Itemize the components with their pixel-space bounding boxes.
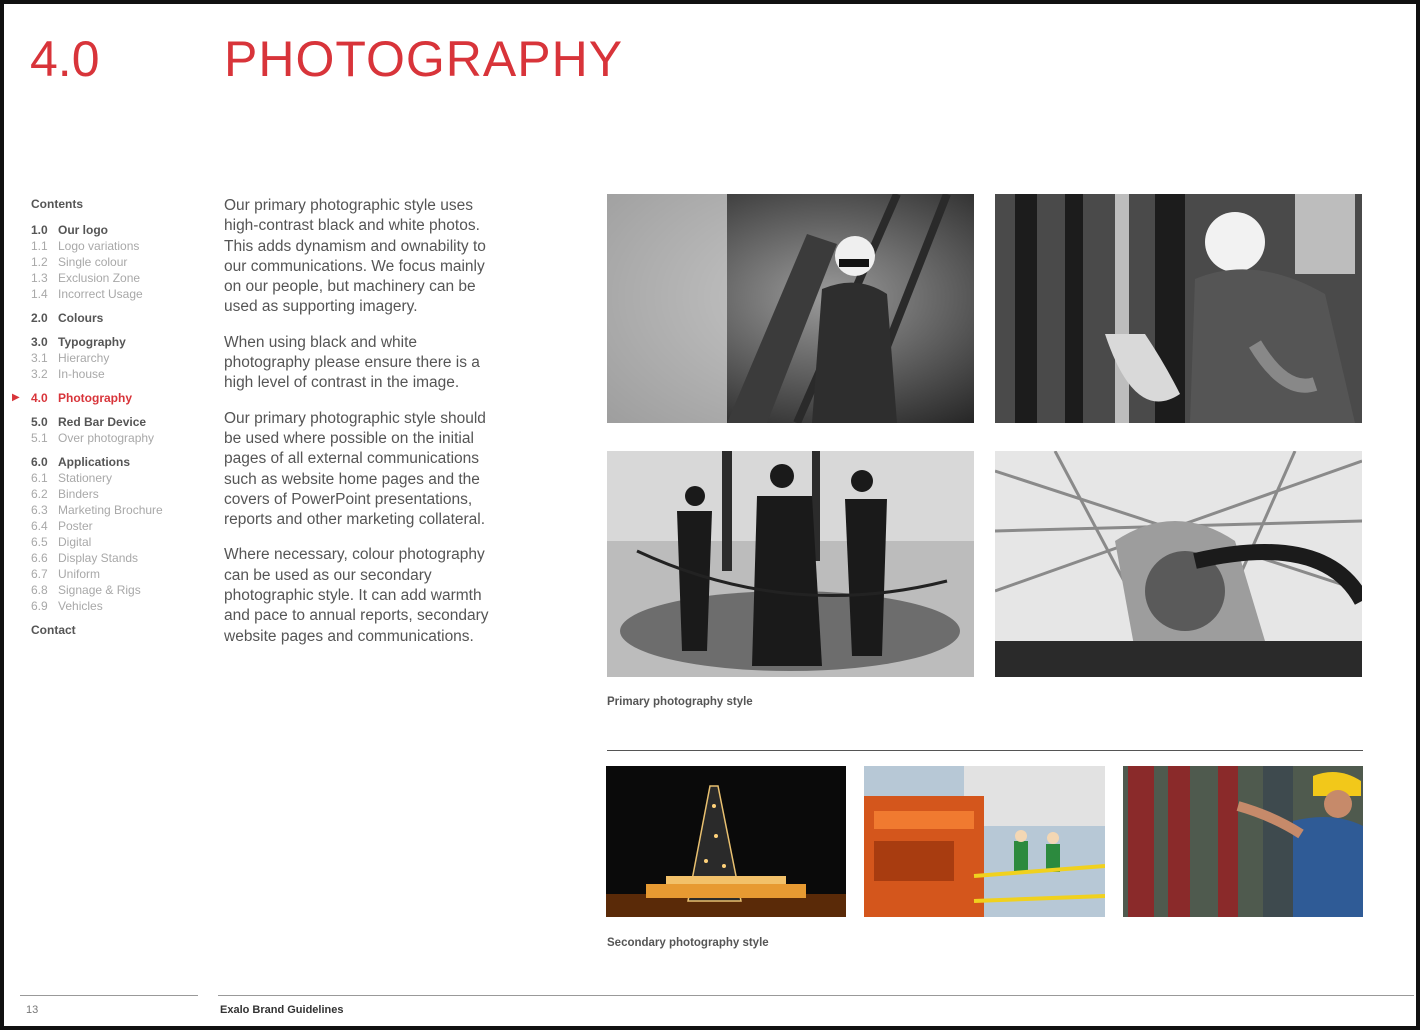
contents-section-title[interactable] xyxy=(31,310,206,326)
subitem-label: Over photography xyxy=(58,431,155,445)
primary-caption: Primary photography style xyxy=(607,696,753,708)
contents-subitem[interactable] xyxy=(31,254,206,270)
section-label: Typography xyxy=(58,335,126,349)
contents-subitem[interactable] xyxy=(31,518,206,534)
subitem-label: Display Stands xyxy=(58,551,139,565)
contents-subitem[interactable] xyxy=(31,566,206,582)
section-title: PHOTOGRAPHY xyxy=(224,31,624,87)
contents-section-title[interactable] xyxy=(31,222,206,238)
subitem-num: 6.4 xyxy=(31,519,48,533)
contents-heading: Contents xyxy=(31,197,83,211)
section-label: Photography xyxy=(58,391,132,405)
subitem-label: Logo variations xyxy=(58,239,140,253)
photo-worker-yellow-helmet xyxy=(1123,766,1363,917)
photo-rig-night xyxy=(606,766,846,917)
subitem-num: 5.1 xyxy=(31,431,48,445)
photo-orange-equipment xyxy=(864,766,1105,917)
paragraph-intro: Our primary photographic style uses high-contrast black and white photos. This adds dynamism and ownability to our communications. We focus mainly on our people, but machinery can be used as supporting imagery. xyxy=(224,197,486,316)
subitem-num: 1.1 xyxy=(31,239,48,253)
section-label: Colours xyxy=(58,311,104,325)
paragraph-contrast: When using black and white photography please ensure there is a high level of contrast in the image. xyxy=(224,333,480,392)
contents-section[interactable] xyxy=(31,310,206,326)
subitem-num: 6.7 xyxy=(31,567,48,581)
contents-section-title[interactable] xyxy=(31,390,206,406)
contents-subitem[interactable] xyxy=(31,550,206,566)
contents-section-title[interactable] xyxy=(31,414,206,430)
contents-subitem[interactable] xyxy=(31,598,206,614)
contents-section[interactable] xyxy=(31,414,206,446)
section-label: Applications xyxy=(58,455,131,469)
subitem-label: Exclusion Zone xyxy=(58,271,141,285)
subitem-num: 6.6 xyxy=(31,551,48,565)
subitem-label: Uniform xyxy=(58,567,101,581)
contents-section[interactable] xyxy=(12,390,206,406)
secondary-caption: Secondary photography style xyxy=(607,937,769,949)
footer-title: Exalo Brand Guidelines xyxy=(220,1004,344,1016)
body-text xyxy=(224,196,504,662)
contents-section[interactable] xyxy=(31,622,206,638)
subitem-num: 6.3 xyxy=(31,503,48,517)
paragraph-usage: Our primary photographic style should be used where possible on the initial pages of all external communications such as website home pages and the covers of PowerPoint presentations, reports and other marketing collateral. xyxy=(224,409,486,529)
contents-subitem[interactable] xyxy=(31,430,206,446)
section-num: 6.0 xyxy=(31,455,48,469)
section-num: 1.0 xyxy=(31,223,48,237)
subitem-label: Marketing Brochure xyxy=(58,503,163,517)
contents-subitem[interactable] xyxy=(31,366,206,382)
subitem-label: Stationery xyxy=(58,471,113,485)
subitem-label: Hierarchy xyxy=(58,351,110,365)
subitem-label: Digital xyxy=(58,535,92,549)
subitem-num: 6.5 xyxy=(31,535,48,549)
contents-section[interactable] xyxy=(31,454,206,614)
contents-subitem[interactable] xyxy=(31,350,206,366)
active-marker-icon: ▶ xyxy=(12,392,20,403)
subitem-num: 1.4 xyxy=(31,287,48,301)
contents-subitem[interactable] xyxy=(31,582,206,598)
contents-subitem[interactable] xyxy=(31,486,206,502)
section-num: 2.0 xyxy=(31,311,48,325)
section-num: 5.0 xyxy=(31,415,48,429)
subitem-label: Single colour xyxy=(58,255,128,269)
photo-worker-helmet-goggles xyxy=(607,194,974,423)
contents-section-title[interactable] xyxy=(31,334,206,350)
section-label: Red Bar Device xyxy=(58,415,147,429)
photo-rig-machinery xyxy=(995,451,1362,677)
contents-subitem[interactable] xyxy=(31,502,206,518)
contents-section[interactable] xyxy=(31,334,206,382)
subitem-label: Vehicles xyxy=(58,599,103,613)
subitem-label: Poster xyxy=(58,519,93,533)
contents-section[interactable] xyxy=(31,222,206,302)
section-num: 3.0 xyxy=(31,335,48,349)
subitem-num: 3.1 xyxy=(31,351,48,365)
contents-section-title[interactable] xyxy=(31,622,206,638)
section-label: Contact xyxy=(31,623,76,637)
contents-nav xyxy=(12,196,206,646)
subitem-num: 1.3 xyxy=(31,271,48,285)
subitem-label: Incorrect Usage xyxy=(58,287,143,301)
subitem-num: 6.1 xyxy=(31,471,48,485)
subitem-num: 6.8 xyxy=(31,583,48,597)
section-num: 4.0 xyxy=(31,391,48,405)
contents-subitem[interactable] xyxy=(31,534,206,550)
contents-subitem[interactable] xyxy=(31,270,206,286)
subitem-num: 1.2 xyxy=(31,255,48,269)
contents-subitem[interactable] xyxy=(31,238,206,254)
footer-rule-right xyxy=(218,995,1414,996)
subitem-num: 3.2 xyxy=(31,367,48,381)
subitem-num: 6.9 xyxy=(31,599,48,613)
subitem-label: Binders xyxy=(58,487,99,501)
contents-subitem[interactable] xyxy=(31,286,206,302)
contents-section-title[interactable] xyxy=(31,454,206,470)
subitem-label: In-house xyxy=(58,367,105,381)
contents-list xyxy=(12,222,206,638)
photo-crew-rig-floor xyxy=(607,451,974,677)
subitem-num: 6.2 xyxy=(31,487,48,501)
contents-subitem[interactable] xyxy=(31,470,206,486)
photo-worker-pipes xyxy=(995,194,1362,423)
section-number: 4.0 xyxy=(30,31,100,87)
section-label: Our logo xyxy=(58,223,108,237)
subitem-label: Signage & Rigs xyxy=(58,583,141,597)
page-number: 13 xyxy=(26,1004,39,1016)
footer-rule-left xyxy=(20,995,198,996)
paragraph-colour: Where necessary, colour photography can be used as our secondary photographic style. It can add warmth and pace to annual reports, secondary website pages and communications. xyxy=(224,546,489,645)
divider xyxy=(607,750,1363,751)
